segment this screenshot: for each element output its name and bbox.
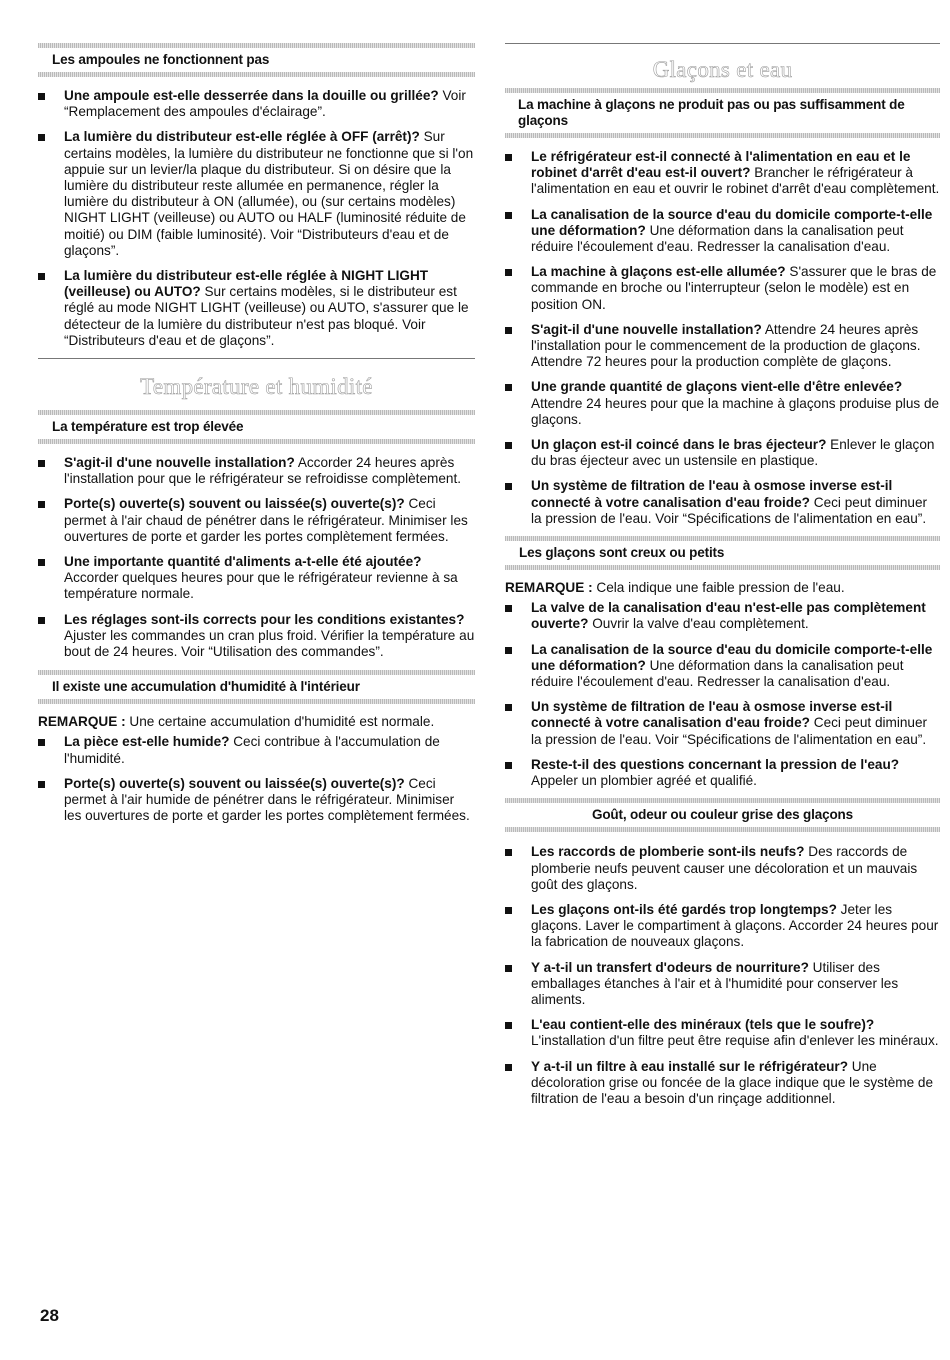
temp-heading: La température est trop élevée xyxy=(52,419,244,435)
temp-list xyxy=(38,455,475,660)
question-text: S'agit-il d'une nouvelle installation? xyxy=(64,455,295,471)
question-text: La canalisation de la source d'eau du domicile comporte-t-elle une déformation? xyxy=(531,206,933,238)
list-item xyxy=(505,902,940,951)
question-text: Les raccords de plomberie sont-ils neufs? xyxy=(531,844,805,860)
question-text: Porte(s) ouverte(s) souvent ou laissée(s) ouverte(s)? xyxy=(64,775,405,791)
hollow-heading: Les glaçons sont creux ou petits xyxy=(519,545,725,561)
answer-text: Une déformation dans la canalisation peut réduire l'écoulement d'eau. Redresser la canalisation d'eau. xyxy=(531,222,904,255)
answer-text: Des raccords de plomberie neufs peuvent causer une décoloration et un mauvais goût des glaçons. xyxy=(531,844,918,892)
list-item xyxy=(505,600,940,632)
answer-text: Voir “Remplacement des ampoules d'éclairage”. xyxy=(64,88,466,120)
bulbs-heading: Les ampoules ne fonctionnent pas xyxy=(52,52,270,67)
list-item xyxy=(505,478,940,527)
square-bullet-icon xyxy=(38,739,45,746)
list-item xyxy=(505,757,940,789)
question-text: Une ampoule est-elle desserrée dans la douille ou grillée? xyxy=(64,88,439,103)
left-column xyxy=(38,0,475,834)
hollow-remark xyxy=(505,580,940,596)
bulbs-list xyxy=(38,88,475,349)
square-bullet-icon xyxy=(505,965,512,972)
taste-list xyxy=(505,844,940,1107)
section-rule xyxy=(38,358,475,359)
square-bullet-icon xyxy=(38,273,45,280)
section-divider xyxy=(505,133,940,138)
answer-text: Sur certains modèles, si le distributeur est réglé au mode NIGHT LIGHT (veilleuse) ou AUTO, s'assurer que le détecteur de la lumière du distributeur n'est pas bloqué. Voir “Distributeurs d'eau et de glaçons”. xyxy=(64,284,469,348)
list-item xyxy=(505,437,940,469)
list-item xyxy=(38,612,475,661)
humidity-list xyxy=(38,734,475,824)
square-bullet-icon xyxy=(38,501,45,508)
remark-text: Une certaine accumulation d'humidité est normale. xyxy=(125,714,435,730)
ice-maker-heading: La machine à glaçons ne produit pas ou pas suffisamment de glaçons xyxy=(518,97,905,128)
list-item xyxy=(505,642,940,691)
answer-text: Appeler un plombier agréé et qualifié. xyxy=(531,773,757,789)
square-bullet-icon xyxy=(505,849,512,856)
answer-text: Attendre 24 heures après l'installation pour le commencement de la production de glaçons. Attendre 72 heures pour la production complète de glaçons. xyxy=(531,321,921,370)
square-bullet-icon xyxy=(38,134,45,141)
list-item xyxy=(505,1017,940,1049)
answer-text: Ceci peut diminuer la pression de l'eau. Voir “Spécifications de l'alimentation en eau”. xyxy=(531,494,928,526)
answer-text: Une déformation dans la canalisation peut réduire l'écoulement d'eau. Redresser la canalisation d'eau. xyxy=(531,657,904,690)
answer-text: Attendre 24 heures pour que la machine à glaçons produise plus de glaçons. xyxy=(531,395,940,427)
section-divider xyxy=(38,72,475,77)
answer-text: Sur certains modèles, la lumière du distributeur ne fonctionne que si l'on appuie sur un levier/la plaque du distributeur. Si on désire que la lumière du distributeur reste allumée en permanence, régler la lumière du distributeur à ON (allumée), ou (sur certains modèles) NIGHT LIGHT (veilleuse) ou AUTO ou HALF (luminosité réduite de moitié) ou DIM (faible luminosité). Voir “Distributeurs d'eau et de glaçons”. xyxy=(64,129,474,258)
square-bullet-icon xyxy=(505,647,512,654)
square-bullet-icon xyxy=(505,154,512,161)
square-bullet-icon xyxy=(38,781,45,788)
section-divider xyxy=(38,439,475,444)
list-item xyxy=(38,455,475,487)
square-bullet-icon xyxy=(505,704,512,711)
question-text: La valve de la canalisation d'eau n'est-elle pas complètement ouverte? xyxy=(531,600,926,632)
answer-text: Accorder 24 heures après l'installation pour que le réfrigérateur se refroidisse complètement. xyxy=(64,455,462,487)
answer-text: Ouvrir la valve d'eau complètement. xyxy=(588,616,809,632)
list-item xyxy=(505,264,940,313)
humidity-remark xyxy=(38,714,475,730)
list-item xyxy=(505,207,940,256)
ice-maker-list xyxy=(505,149,940,527)
answer-text: Ceci peut diminuer la pression de l'eau. Voir “Spécifications de l'alimentation en eau”. xyxy=(531,715,928,747)
list-item xyxy=(505,960,940,1009)
question-text: S'agit-il d'une nouvelle installation? xyxy=(531,321,762,337)
question-text: La lumière du distributeur est-elle réglée à OFF (arrêt)? xyxy=(64,129,420,145)
square-bullet-icon xyxy=(38,559,45,566)
question-text: Porte(s) ouverte(s) souvent ou laissée(s) ouverte(s)? xyxy=(64,496,405,512)
section-divider xyxy=(505,565,940,570)
question-text: Un glaçon est-il coincé dans le bras éjecteur? xyxy=(531,437,827,453)
question-text: Un système de filtration de l'eau à osmose inverse est-il connecté à votre canalisation d'eau froide? xyxy=(531,478,893,510)
answer-text: Ceci contribue à l'accumulation de l'humidité. xyxy=(64,734,440,766)
section-rule xyxy=(505,43,940,44)
square-bullet-icon xyxy=(505,384,512,391)
square-bullet-icon xyxy=(38,617,45,624)
question-text: L'eau contient-elle des minéraux (tels que le soufre)? xyxy=(531,1017,875,1033)
remark-text: Cela indique une faible pression de l'eau. xyxy=(592,580,845,596)
question-text: La canalisation de la source d'eau du domicile comporte-t-elle une déformation? xyxy=(531,641,933,673)
square-bullet-icon xyxy=(505,1064,512,1071)
question-text: Y a-t-il un transfert d'odeurs de nourriture? xyxy=(531,959,809,975)
list-item xyxy=(38,776,475,825)
question-text: Reste-t-il des questions concernant la pression de l'eau? xyxy=(531,756,900,772)
answer-text: Jeter les glaçons. Laver le compartiment à glaçons. Accorder 24 heures pour la fabrication de nouveaux glaçons. xyxy=(531,901,939,950)
section-divider xyxy=(505,827,940,832)
answer-text: Ceci permet à l'air chaud de pénétrer dans le réfrigérateur. Minimiser les ouvertures de porte et garder les portes complètement fermées. xyxy=(64,496,468,544)
list-item xyxy=(38,554,475,603)
list-item xyxy=(38,496,475,545)
square-bullet-icon xyxy=(38,93,45,100)
square-bullet-icon xyxy=(505,442,512,449)
question-text: La pièce est-elle humide? xyxy=(64,734,230,750)
humidity-heading: Il existe une accumulation d'humidité à l'intérieur xyxy=(52,679,360,695)
square-bullet-icon xyxy=(505,762,512,769)
ice-water-section-title: Glaçons et eau xyxy=(652,57,793,82)
question-text: Une grande quantité de glaçons vient-elle d'être enlevée? xyxy=(531,379,903,395)
square-bullet-icon xyxy=(505,483,512,490)
hollow-list xyxy=(505,600,940,789)
list-item xyxy=(38,268,475,349)
square-bullet-icon xyxy=(505,269,512,276)
question-text: Un système de filtration de l'eau à osmose inverse est-il connecté à votre canalisation d'eau froide? xyxy=(531,699,893,731)
answer-text: Accorder quelques heures pour que le réfrigérateur revienne à sa température normale. xyxy=(64,570,458,602)
question-text: Le réfrigérateur est-il connecté à l'alimentation en eau et le robinet d'arrêt d'eau est-il ouvert? xyxy=(531,149,911,181)
square-bullet-icon xyxy=(505,907,512,914)
list-item xyxy=(505,322,940,371)
answer-text: Ceci permet à l'air humide de pénétrer dans le réfrigérateur. Minimiser les ouvertures de porte et garder les portes complètement fermées. xyxy=(64,775,470,824)
answer-text: Une décoloration grise ou foncée de la glace indique que le système de filtration de l'eau a besoin d'un rinçage additionnel. xyxy=(531,1058,934,1106)
answer-text: Enlever le glaçon du bras éjecteur avec un ustensile en plastique. xyxy=(531,437,935,469)
square-bullet-icon xyxy=(505,327,512,334)
answer-text: S'assurer que le bras de commande en broche ou l'interrupteur (selon le modèle) est en position ON. xyxy=(531,264,937,312)
question-text: Une importante quantité d'aliments a-t-elle été ajoutée? xyxy=(64,554,422,570)
list-item xyxy=(38,129,475,259)
square-bullet-icon xyxy=(505,1022,512,1029)
question-text: La machine à glaçons est-elle allumée? xyxy=(531,264,786,280)
list-item xyxy=(38,88,475,120)
square-bullet-icon xyxy=(38,460,45,467)
list-item xyxy=(505,699,940,748)
list-item xyxy=(505,149,940,198)
answer-text: L'installation d'un filtre peut être requise afin d'enlever les minéraux. xyxy=(531,1033,939,1049)
section-divider xyxy=(38,699,475,704)
answer-text: Ajuster les commandes un cran plus froid. Vérifier la température au bout de 24 heures. Voir “Utilisation des commandes”. xyxy=(64,627,475,660)
square-bullet-icon xyxy=(505,212,512,219)
page-number: 28 xyxy=(40,1306,59,1325)
right-column xyxy=(505,0,940,1116)
question-text: La lumière du distributeur est-elle réglée à NIGHT LIGHT (veilleuse) ou AUTO? xyxy=(64,268,429,300)
list-item xyxy=(38,734,475,766)
remark-label: REMARQUE : xyxy=(505,580,593,596)
question-text: Y a-t-il un filtre à eau installé sur le réfrigérateur? xyxy=(531,1058,849,1074)
answer-text: Utiliser des emballages étanches à l'air et à l'humidité pour conserver les aliments. xyxy=(531,959,899,1007)
list-item xyxy=(505,1059,940,1108)
remark-label: REMARQUE : xyxy=(38,714,126,730)
list-item xyxy=(505,379,940,428)
list-item xyxy=(505,844,940,893)
question-text: Les réglages sont-ils corrects pour les conditions existantes? xyxy=(64,611,465,627)
taste-heading: Goût, odeur ou couleur grise des glaçons xyxy=(591,807,854,823)
temp-humidity-section-title: Température et humidité xyxy=(140,374,373,400)
answer-text: Brancher le réfrigérateur à l'alimentation en eau et ouvrir le robinet d'arrêt d'eau complètement. xyxy=(531,165,940,197)
square-bullet-icon xyxy=(505,605,512,612)
question-text: Les glaçons ont-ils été gardés trop longtemps? xyxy=(531,901,837,917)
